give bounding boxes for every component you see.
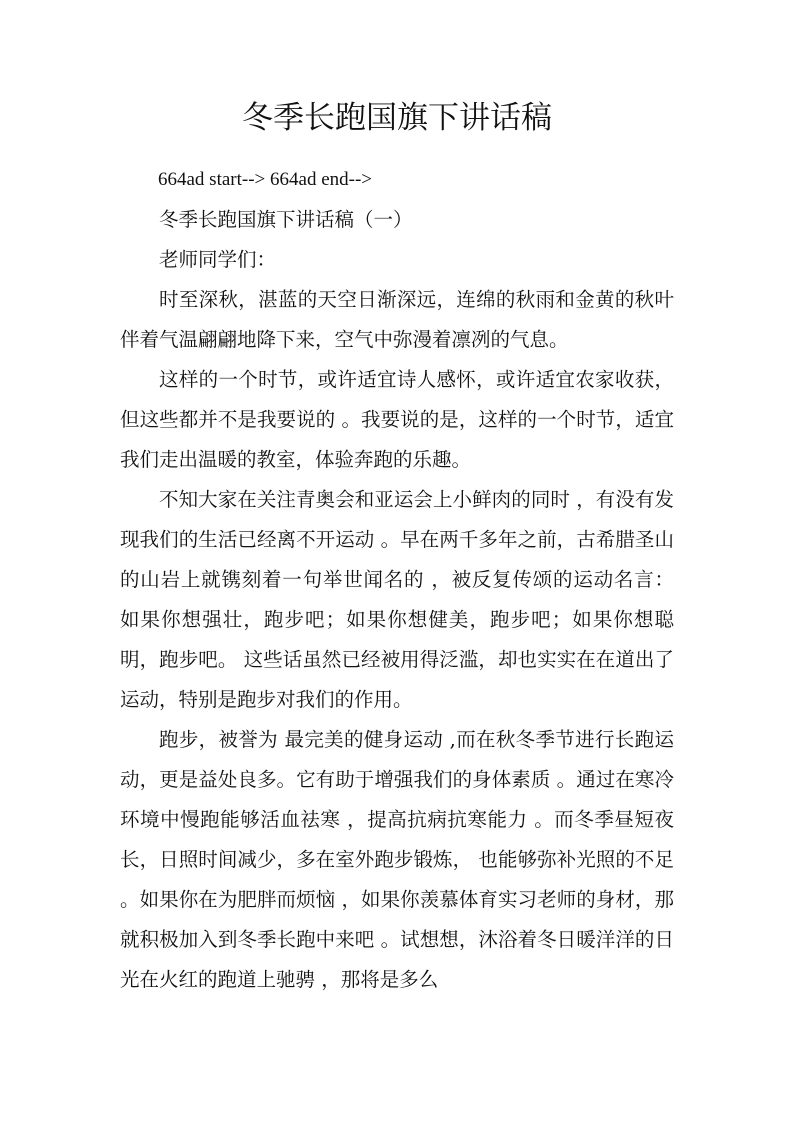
ad-marker-text: 664ad start--> 664ad end--> [158,169,373,190]
body-paragraph: 跑步，被誉为 最完美的健身运动 ,而在秋冬季节进行长跑运动，更是益处良多。它有助于增强我们的身体素质 。通过在寒冷环境中慢跑能够活血祛寒 ，提高抗病抗寒能力 。而冬季昼短夜长，日照时间减少，多在室外跑步锻炼， 也能够弥补光照的不足 。如果你在为肥胖而烦恼 ，如果你羡慕体育实习老师的身材，那就积极加入到冬季长跑中来吧 。试想想，沐浴着冬日暖洋洋的日光在火红的跑道上驰骋 ，那将是多么 [120,728,674,991]
document-body [120,160,674,1000]
subtitle-paragraph: 冬季长跑国旗下讲话稿（一） [159,208,413,231]
document-title: 冬季长跑国旗下讲话稿 [242,100,552,136]
body-paragraph: 这样的一个时节，或许适宜诗人感怀，或许适宜农家收获，但这些都并不是我要说的 。我要说的是，这样的一个时节，适宜我们走出温暖的教室，体验奔跑的乐趣。 [120,368,674,471]
body-paragraph: 不知大家在关注青奥会和亚运会上小鲜肉的同时 ，有没有发现我们的生活已经离不开运动 。早在两千多年之前，古希腊圣山的山岩上就镌刻着一句举世闻名的 ，被反复传颂的运动名言： 如果你想强壮，跑步吧；如果你想健美，跑步吧；如果你想聪明，跑步吧。 这些话虽然已经被用得泛滥，却也实实在在道出了运动，特别是跑步对我们的作用。 [120,488,674,711]
greeting-paragraph: 老师同学们： [159,248,277,271]
body-paragraph: 时至深秋，湛蓝的天空日渐深远，连绵的秋雨和金黄的秋叶伴着气温翩翩地降下来，空气中弥漫着凛冽的气息。 [120,288,674,351]
